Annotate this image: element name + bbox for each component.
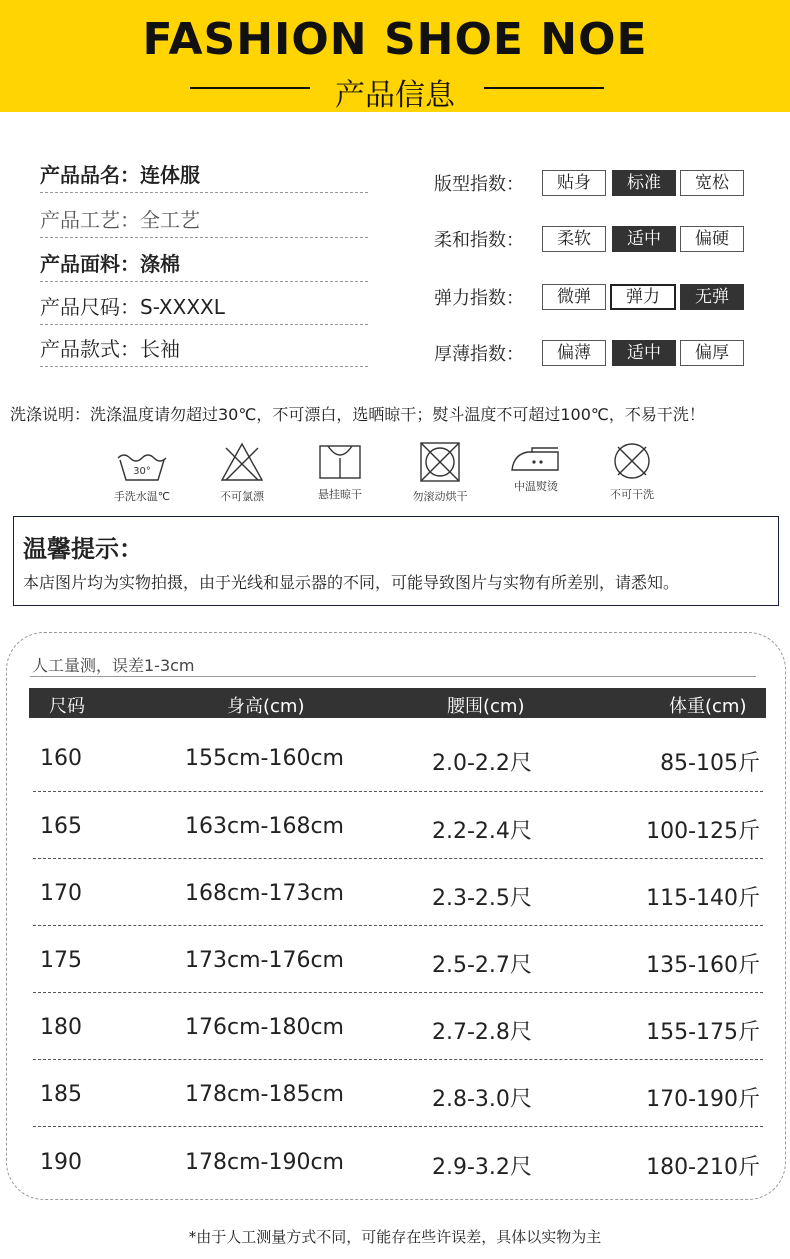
- table-row: [29, 1126, 766, 1192]
- size-table-note: 人工量测，误差1-3cm: [32, 656, 195, 675]
- info-row-fabric: [40, 251, 368, 282]
- cell-waist: 2.5-2.7尺: [432, 953, 532, 978]
- tip-body: 本店图片均为实物拍摄，由于光线和显示器的不同，可能导致图片与实物有所差别，请悉知。: [23, 573, 680, 592]
- header-height: 身高(cm): [227, 696, 305, 717]
- cell-waist: 2.0-2.2尺: [432, 751, 532, 776]
- info-text: 产品尺码：S-XXXXL: [40, 295, 225, 319]
- tip-title: 温馨提示：: [23, 535, 143, 563]
- cell-size: 170: [40, 881, 82, 906]
- cell-weight: 180-210斤: [646, 1155, 760, 1180]
- wash-icon-label: 不可干洗: [610, 488, 654, 501]
- table-row: [29, 991, 766, 1057]
- info-text: 产品款式：长袖: [40, 337, 180, 361]
- info-row-size: [40, 294, 368, 325]
- cell-height: 178cm-190cm: [185, 1150, 344, 1175]
- index-option: 弹力: [610, 284, 676, 310]
- no-dry-clean-icon: [592, 440, 672, 502]
- index-option: 偏薄: [542, 340, 606, 366]
- cell-weight: 115-140斤: [646, 886, 760, 911]
- index-option-selected: 适中: [612, 226, 676, 252]
- index-option: 贴身: [542, 170, 606, 196]
- cell-waist: 2.3-2.5尺: [432, 886, 532, 911]
- no-bleach-icon: [202, 440, 282, 504]
- table-row: [29, 790, 766, 856]
- hang-dry-icon: [300, 440, 380, 502]
- wash-icon-label: 手洗水温℃: [113, 490, 171, 503]
- index-label: 弹力指数：: [434, 288, 524, 309]
- cell-size: 185: [40, 1082, 82, 1107]
- note-divider: [30, 676, 756, 677]
- cell-weight: 85-105斤: [660, 751, 760, 776]
- wash-icon-label: 勿滚动烘干: [412, 490, 468, 503]
- section-subtitle: 产品信息: [335, 78, 455, 113]
- info-text: 产品工艺：全工艺: [40, 208, 200, 232]
- divider-right: [484, 87, 604, 89]
- index-option: 柔软: [542, 226, 606, 252]
- hand-wash-temp: 30°: [133, 466, 151, 477]
- cell-height: 163cm-168cm: [185, 814, 344, 839]
- header-banner: [0, 0, 790, 112]
- wash-icon-label: 不可氯漂: [220, 490, 264, 503]
- table-row: [29, 924, 766, 990]
- cell-weight: 155-175斤: [646, 1020, 760, 1045]
- index-option: 微弹: [542, 284, 606, 310]
- index-option: 偏厚: [680, 340, 744, 366]
- iron-medium-icon: [496, 444, 576, 494]
- header-waist: 腰围(cm): [447, 696, 525, 717]
- index-option-selected: 无弹: [680, 284, 744, 310]
- index-option-selected: 适中: [612, 340, 676, 366]
- cell-size: 175: [40, 948, 82, 973]
- cell-height: 155cm-160cm: [185, 746, 344, 771]
- info-row-craft: [40, 207, 368, 238]
- index-option-selected: 标准: [612, 170, 676, 196]
- table-row: [29, 1058, 766, 1124]
- index-option: 宽松: [680, 170, 744, 196]
- washing-instructions: 洗涤说明：洗涤温度请勿超过30℃，不可漂白，选晒晾干；熨斗温度不可超过100℃，不易干洗！: [10, 405, 705, 424]
- table-row: [29, 722, 766, 788]
- no-tumble-dry-icon: [400, 440, 480, 504]
- index-label: 厚薄指数：: [434, 344, 524, 365]
- info-row-name: [40, 162, 368, 193]
- table-row: [29, 857, 766, 923]
- tip-box: [13, 516, 779, 606]
- index-option: 偏硬: [680, 226, 744, 252]
- cell-height: 178cm-185cm: [185, 1082, 344, 1107]
- cell-height: 173cm-176cm: [185, 948, 344, 973]
- brand-title: FASHION SHOE NOE: [142, 14, 648, 65]
- cell-waist: 2.9-3.2尺: [432, 1155, 532, 1180]
- size-table-header: [29, 688, 766, 718]
- hand-wash-icon: [102, 448, 182, 504]
- cell-weight: 135-160斤: [646, 953, 760, 978]
- footer-note: *由于人工测量方式不同，可能存在些许误差，具体以实物为主: [188, 1228, 602, 1246]
- wash-icon-label: 悬挂晾干: [318, 488, 362, 501]
- cell-weight: 100-125斤: [646, 819, 760, 844]
- header-weight: 体重(cm): [669, 696, 747, 717]
- cell-weight: 170-190斤: [646, 1087, 760, 1112]
- index-label: 柔和指数：: [434, 230, 524, 251]
- info-text: 产品品名：连体服: [40, 163, 200, 187]
- cell-size: 160: [40, 746, 82, 771]
- cell-waist: 2.2-2.4尺: [432, 819, 532, 844]
- header-size: 尺码: [49, 696, 85, 717]
- index-label: 版型指数：: [434, 174, 524, 195]
- info-text: 产品面料：涤棉: [40, 252, 180, 276]
- wash-icon-label: 中温熨烫: [514, 480, 558, 493]
- cell-height: 176cm-180cm: [185, 1015, 344, 1040]
- cell-size: 165: [40, 814, 82, 839]
- cell-height: 168cm-173cm: [185, 881, 344, 906]
- cell-size: 190: [40, 1150, 82, 1175]
- info-row-style: [40, 336, 368, 367]
- cell-waist: 2.8-3.0尺: [432, 1087, 532, 1112]
- cell-size: 180: [40, 1015, 82, 1040]
- cell-waist: 2.7-2.8尺: [432, 1020, 532, 1045]
